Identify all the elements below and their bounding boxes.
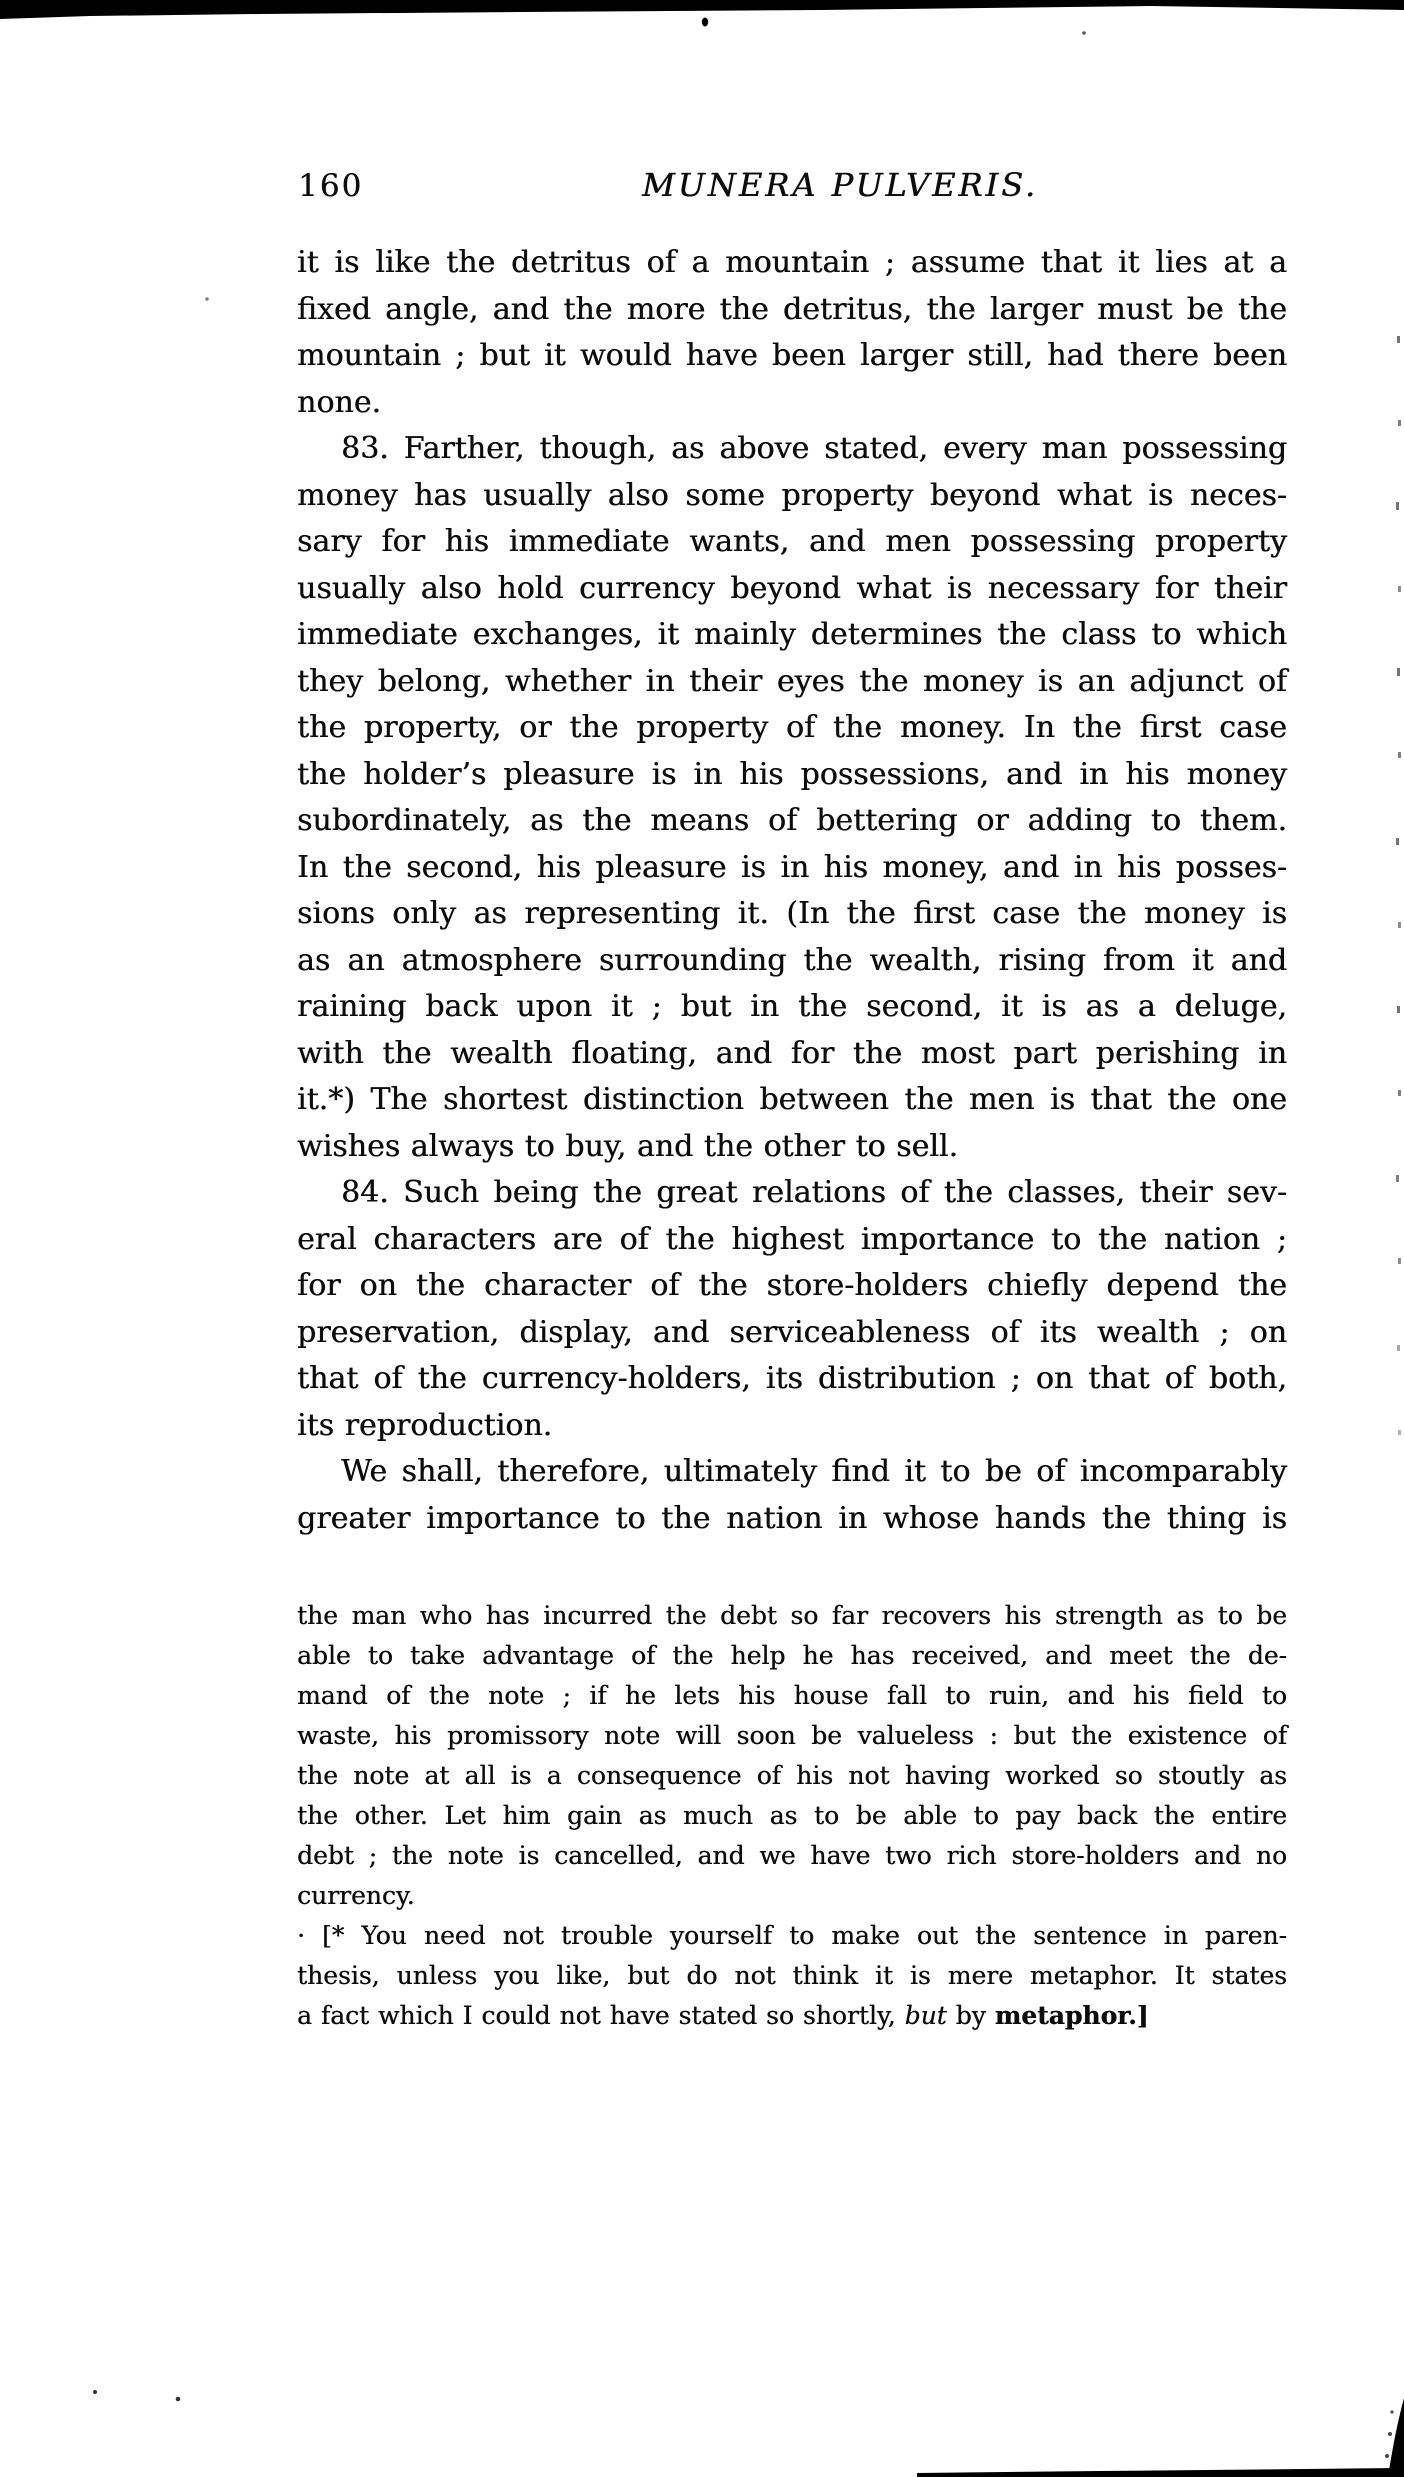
footnote-asterisk-note-line: thesis, unless you like, but do not think it is mere metaphor. It states — [297, 1961, 1287, 1990]
body-line: mountain ; but it would have been larger still, had there been — [297, 338, 1287, 373]
scan-right-margin-specks — [1396, 336, 1401, 1435]
footnote-closing-italic: but — [904, 2001, 947, 2030]
body-line: the property, or the property of the money. In the first case — [297, 710, 1287, 745]
scan-corner-specks — [1385, 2410, 1394, 2458]
body-line: wishes always to buy, and the other to sell. — [297, 1128, 959, 1164]
footnote-text — [297, 1596, 1287, 2036]
footnote-line: currency. — [297, 1881, 415, 1910]
scan-corner-blob — [1388, 2398, 1404, 2477]
body-line-paragraph-start: We shall, therefore, ultimately find it to be of incomparably — [341, 1454, 1287, 1489]
body-line: its reproduction. — [297, 1407, 553, 1443]
footnote-line: debt ; the note is cancelled, and we have two rich store-holders and no — [297, 1841, 1287, 1870]
body-line: sary for his immediate wants, and men possessing property — [297, 524, 1287, 559]
body-line: sions only as representing it. (In the first case the money is — [297, 896, 1287, 931]
footnote-closing-bold: metaphor.] — [994, 2001, 1149, 2030]
body-line: fixed angle, and the more the detritus, the larger must be the — [297, 291, 1287, 327]
body-line: raining back upon it ; but in the second, it is as a deluge, — [297, 989, 1287, 1024]
body-line: greater importance to the nation in whose hands the thing is — [297, 1500, 1287, 1536]
scan-speck — [1082, 31, 1086, 35]
footnote-line: mand of the note ; if he lets his house fall to ruin, and his field to — [297, 1681, 1287, 1710]
footnote-closing-pre: a fact which I could not have stated so shortly, — [297, 2001, 905, 2030]
footnote-line: the note at all is a consequence of his not having worked so stoutly as — [297, 1761, 1287, 1790]
body-line: they belong, whether in their eyes the money is an adjunct of — [297, 663, 1287, 699]
body-line-section-83-start: 83. Farther, though, as above stated, every man possessing — [341, 431, 1287, 466]
scan-dot — [702, 18, 708, 27]
footnote-line: able to take advantage of the help he has received, and meet the de- — [297, 1641, 1287, 1670]
body-line: none. — [297, 384, 381, 420]
scan-bottom-bar — [917, 2468, 1404, 2477]
body-line: that of the currency-holders, its distribution ; on that of both, — [297, 1361, 1287, 1396]
body-line: preservation, display, and serviceableness of its wealth ; on — [297, 1314, 1287, 1350]
footnote-closing-line — [297, 1996, 1287, 2036]
body-line: eral characters are of the highest importance to the nation ; — [297, 1221, 1287, 1257]
footnote-closing-mid: by — [946, 2001, 995, 2030]
page-number: 160 — [298, 168, 364, 204]
scan-dot — [176, 2397, 181, 2402]
body-line: it.*) The shortest distinction between the men is that the one — [297, 1082, 1287, 1117]
body-line: it is like the detritus of a mountain ; assume that it lies at a — [297, 245, 1287, 280]
body-text — [297, 240, 1287, 1542]
footnote-line: waste, his promissory note will soon be valueless : but the existence of — [297, 1721, 1287, 1750]
body-line: money has usually also some property beyond what is neces- — [297, 477, 1287, 513]
body-line: as an atmosphere surrounding the wealth, rising from it and — [297, 942, 1287, 978]
body-line: for on the character of the store-holders chiefly depend the — [297, 1268, 1287, 1303]
body-line: subordinately, as the means of bettering or adding to them. — [297, 803, 1287, 838]
footnote-line: the man who has incurred the debt so far recovers his strength as to be — [297, 1601, 1287, 1630]
scan-top-bar — [0, 0, 1404, 19]
footnote-asterisk-note-line: · [* You need not trouble yourself to make out the sentence in paren- — [297, 1921, 1287, 1950]
body-line: the holder’s pleasure is in his possessions, and in his money — [297, 756, 1287, 792]
body-line: In the second, his pleasure is in his money, and in his posses- — [297, 849, 1287, 885]
body-line: usually also hold currency beyond what is necessary for their — [297, 570, 1287, 606]
body-line: with the wealth floating, and for the most part perishing in — [297, 1035, 1287, 1071]
scan-dot — [93, 2390, 97, 2394]
footnote-line: the other. Let him gain as much as to be able to pay back the entire — [297, 1801, 1287, 1830]
body-line: immediate exchanges, it mainly determines the class to which — [297, 617, 1287, 652]
scan-speck — [205, 297, 209, 301]
running-title: MUNERA PULVERIS. — [642, 166, 1039, 204]
body-line-section-84-start: 84. Such being the great relations of the classes, their sev- — [341, 1175, 1287, 1210]
